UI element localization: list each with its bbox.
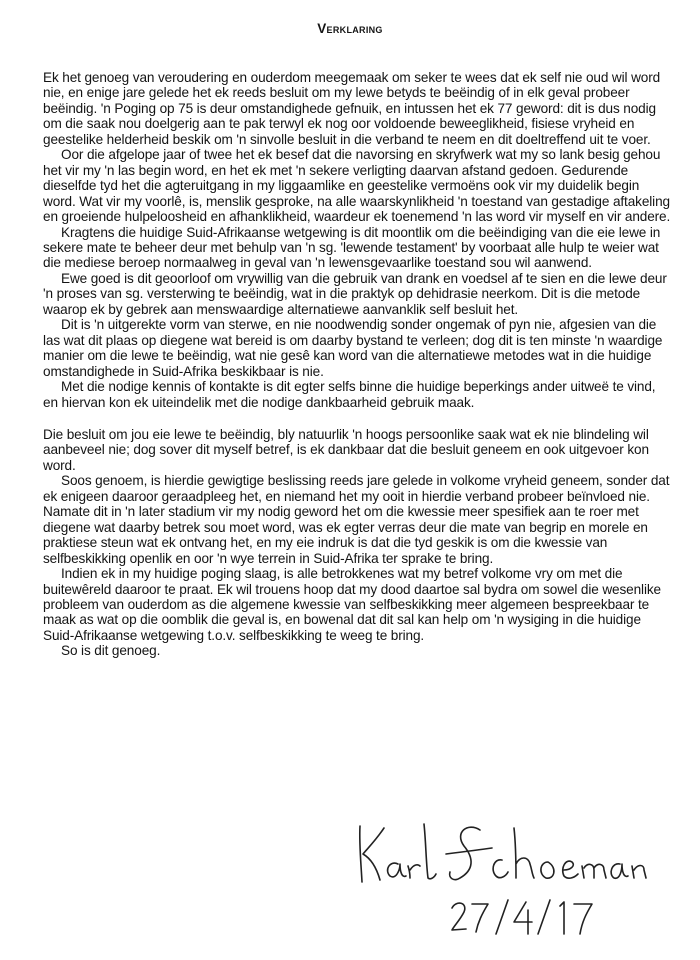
- document-body: [43, 70, 673, 659]
- document-title: Verklaring: [317, 21, 383, 36]
- paragraph: Indien ek in my huidige poging slaag, is alle betrokkenes wat my betref volkome vry om met die buitewêreld daaroor te praat. Ek wil trouens hoop dat my dood daartoe sal bydra om sowel die wesenlike probleem van ouderdom as die algemene kwessie van selfbeskikking meer algemeen bespreekbaar te maak as wat op die oomblik die geval is, en bowenal dat dit sal kan help om 'n wysiging in die huidige Suid-Afrikaanse wetgewing t.o.v. selfbeskikking te weeg te bring.: [43, 566, 661, 643]
- paragraph: So is dit genoeg.: [61, 643, 161, 659]
- paragraph: Die besluit om jou eie lewe te beëindig, bly natuurlik 'n hoogs persoonlike saak wat ek nie blindeling wil aanbeveel nie; dog sover dit myself betref, is ek dankbaar dat die besluit geneem en ook uitgevoer kon word.: [43, 426, 649, 473]
- paragraph: Dit is 'n uitgerekte vorm van sterwe, en nie noodwendig sonder ongemak of pyn nie, afgesien van die las wat dit plaas op diegene wat bereid is om daarby bystand te verleen; dog dit is ten minste 'n waardige manier om die lewe te beëindig, wat nie gesê kan word van die alternatiewe metodes wat in die huidige omstandighede in Suid-Afrika beskikbaar is nie.: [43, 317, 663, 379]
- paragraph: Soos genoem, is hierdie gewigtige beslissing reeds jare gelede in volkome vryheid geneem, sonder dat ek enigeen daaroor geraadpleeg het, en niemand het my ooit in hierdie verband probeer beïnvloed nie. Namate dit in 'n later stadium vir my nodig geword het om die kwessie meer spesifiek aan te roer met diegene wat daarby betrek sou moet word, was ek egter verras deur die mate van begrip en morele en praktiese steun wat ek ontvang het, en my eie indruk is dat die tyd geskik is om die kwessie van selfbeskikking openlik en oor 'n wye terrein in Suid-Afrika ter sprake te bring.: [43, 473, 670, 566]
- handwritten-signature: [350, 808, 650, 898]
- paragraph: Oor die afgelope jaar of twee het ek besef dat die navorsing en skryfwerk wat my so lank besig gehou het vir my 'n las begin word, en het ek met 'n sekere verligting daarvan afstand gedoen. Gedurende dieselfde tyd het die agteruitgang in my liggaamlike en geestelike vermoëns ook vir my duidelik begin word. Wat vir my voorlê, is, menslik gesproke, na alle waarskynlikheid 'n toestand van gestadige aftakeling en groeiende hulpeloosheid en afhanklikheid, waardeur ek toenemend 'n las word vir myself en vir andere.: [43, 147, 671, 225]
- paragraph: Met die nodige kennis of kontakte is dit egter selfs binne die huidige beperkings ander uitweë te vind, en hiervan kon ek uiteindelik met die nodige dankbaarheid gebruik maak.: [43, 379, 656, 410]
- signature-date: [448, 896, 608, 936]
- paragraph: Ek het genoeg van veroudering en ouderdom meegemaak om seker te wees dat ek self nie oud wil word nie, en enige jare gelede het ek reeds besluit om my lewe betyds te beëindig of in elk geval probeer beëindig. 'n Poging op 75 is deur omstandighede gefnuik, en intussen het ek 77 geword: dit is dus nodig om die saak nou doelgerig aan te pak terwyl ek nog oor voldoende beweeglikheid, fisiese vryheid en geestelike helderheid beskik om 'n sinvolle besluit in die verband te neem en dit doeltreffend uit te voer.: [43, 70, 661, 147]
- paragraph: Ewe goed is dit geoorloof om vrywillig van die gebruik van drank en voedsel af te sien en die lewe deur 'n proses van sg. versterwing te beëindig, wat in die praktyk op dehidrasie neerkom. Dit is die metode waarop ek by gebrek aan menswaardige alternatiewe aanvanklik self besluit het.: [43, 270, 667, 317]
- paragraph: Kragtens die huidige Suid-Afrikaanse wetgewing is dit moontlik om die beëindiging van die eie lewe in sekere mate te beheer deur met behulp van 'n sg. 'lewende testament' by voorbaat alle hulp te weier wat die mediese beroep normaalweg in geval van 'n lewensgevaarlike toestand sou wil aanwend.: [43, 224, 661, 271]
